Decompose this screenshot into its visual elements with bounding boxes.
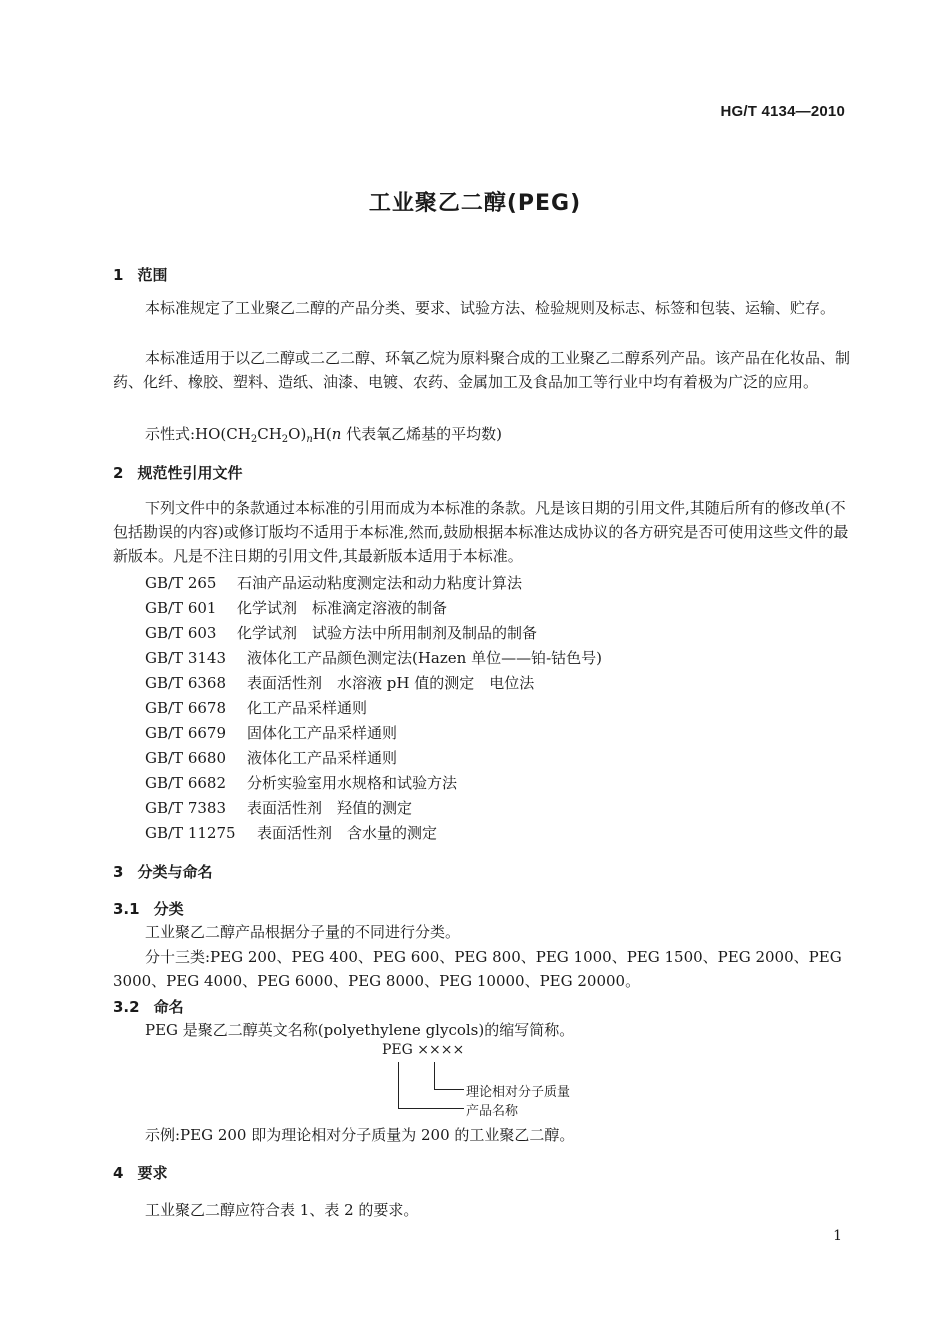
formula-description: 代表氧乙烯基的平均数) [341,425,502,443]
subsection-3-2-heading [113,996,184,1017]
reference-title: 化学试剂 试验方法中所用制剂及制品的制备 [237,624,538,642]
section-4-heading [113,1162,167,1183]
reference-code: GB/T 3143 [145,649,227,667]
formula-subscript-n: n [306,434,313,445]
subsection-3-2-paragraph-1 [113,1018,853,1042]
paragraph-text: 示例:PEG 200 即为理论相对分子质量为 200 的工业聚乙二醇。 [145,1126,575,1144]
paragraph-text: 本标准规定了工业聚乙二醇的产品分类、要求、试验方法、检验规则及标志、标签和包装、运输、贮存。 [145,299,836,317]
naming-diagram-label: PEG ×××× [382,1042,465,1058]
subsection-number: 3.1 [113,900,140,918]
reference-item [145,673,534,693]
naming-example [113,1123,853,1147]
section-1-heading [113,264,167,285]
document-code: HG/T 4134—2010 [720,103,845,120]
reference-title: 分析实验室用水规格和试验方法 [247,774,458,792]
reference-title: 表面活性剂 含水量的测定 [257,824,438,842]
paragraph-text: 下列文件中的条款通过本标准的引用而成为本标准的条款。凡是该日期的引用文件,其随后所有的修改单(不包括勘误的内容)或修订版均不适用于本标准,然而,鼓励根据本标准达成协议的各方研究是否可使用这些文件的最新版本。凡是不注日期的引用文件,其最新版本适用于本标准。 [113,499,849,565]
paragraph-text: 本标准适用于以乙二醇或二乙二醇、环氧乙烷为原料聚合成的工业聚乙二醇系列产品。该产品在化妆品、制药、化纤、橡胶、塑料、造纸、油漆、电镀、农药、金属加工及食品加工等行业中均有着极为广泛的应用。 [113,349,851,391]
reference-item [145,623,537,643]
reference-code: GB/T 7383 [145,799,227,817]
structural-formula [113,422,853,452]
diagram-line [434,1089,464,1090]
document-title: 工业聚乙二醇(PEG) [368,191,582,216]
subsection-3-1-paragraph-2 [113,945,855,993]
section-number: 4 [113,1164,124,1182]
reference-code: GB/T 6679 [145,724,227,742]
reference-code: GB/T 11275 [145,824,236,842]
reference-code: GB/T 6368 [145,674,227,692]
section-1-paragraph-1 [113,296,853,320]
reference-code: GB/T 265 [145,574,217,592]
diagram-line [398,1062,399,1108]
section-number: 1 [113,266,124,284]
reference-code: GB/T 601 [145,599,217,617]
reference-item [145,823,437,843]
diagram-item-product-name: 产品名称 [466,1104,519,1119]
reference-item [145,648,602,668]
reference-item [145,798,412,818]
section-3-heading [113,861,212,882]
reference-title: 液体化工产品颜色测定法(Hazen 单位——铂-钴色号) [247,649,603,667]
reference-title: 化工产品采样通则 [247,699,368,717]
formula-subscript: 2 [281,434,289,445]
reference-code: GB/T 6678 [145,699,227,717]
formula-part: H( [312,425,332,443]
formula-variable: n [331,425,342,443]
reference-item [145,698,367,718]
reference-item [145,748,397,768]
section-4-paragraph-1 [113,1198,853,1222]
subsection-title: 命名 [153,998,184,1016]
reference-title: 化学试剂 标准滴定溶液的制备 [237,599,448,617]
section-2-paragraph-1 [113,496,853,568]
reference-item [145,773,457,793]
reference-code: GB/T 6682 [145,774,227,792]
reference-item [145,598,447,618]
formula-subscript: 2 [250,434,258,445]
reference-title: 液体化工产品采样通则 [247,749,398,767]
subsection-title: 分类 [153,900,184,918]
reference-code: GB/T 6680 [145,749,227,767]
reference-title: 固体化工产品采样通则 [247,724,398,742]
diagram-line [398,1108,464,1109]
paragraph-text: 分十三类:PEG 200、PEG 400、PEG 600、PEG 800、PEG 1000、PEG 1500、PEG 2000、PEG 3000、PEG 4000、PEG 6000、PEG 8000、PEG 10000、PEG 20000。 [113,948,842,990]
formula-part: 示性式:HO(CH [145,425,251,443]
paragraph-text: 工业聚乙二醇产品根据分子量的不同进行分类。 [145,923,461,941]
diagram-line [434,1062,435,1089]
section-1-paragraph-2 [113,346,853,394]
formula-part: CH [257,425,282,443]
formula-part: O) [288,425,307,443]
section-number: 2 [113,464,124,482]
reference-title: 表面活性剂 羟值的测定 [247,799,413,817]
section-title: 要求 [137,1164,168,1182]
section-number: 3 [113,863,124,881]
page-number: 1 [833,1228,842,1244]
section-title: 分类与命名 [137,863,213,881]
paragraph-text: 工业聚乙二醇应符合表 1、表 2 的要求。 [145,1201,419,1219]
paragraph-text: PEG 是聚乙二醇英文名称(polyethylene glycols)的缩写简称。 [145,1021,575,1039]
reference-title: 石油产品运动粘度测定法和动力粘度计算法 [237,574,523,592]
subsection-3-1-paragraph-1 [113,920,853,944]
subsection-number: 3.2 [113,998,140,1016]
section-title: 范围 [137,266,168,284]
reference-item [145,723,397,743]
reference-title: 表面活性剂 水溶液 pH 值的测定 电位法 [247,674,535,692]
section-2-heading [113,462,242,483]
subsection-3-1-heading [113,898,184,919]
diagram-item-molecular-mass: 理论相对分子质量 [466,1085,571,1100]
section-title: 规范性引用文件 [137,464,243,482]
reference-item [145,573,522,593]
reference-code: GB/T 603 [145,624,217,642]
